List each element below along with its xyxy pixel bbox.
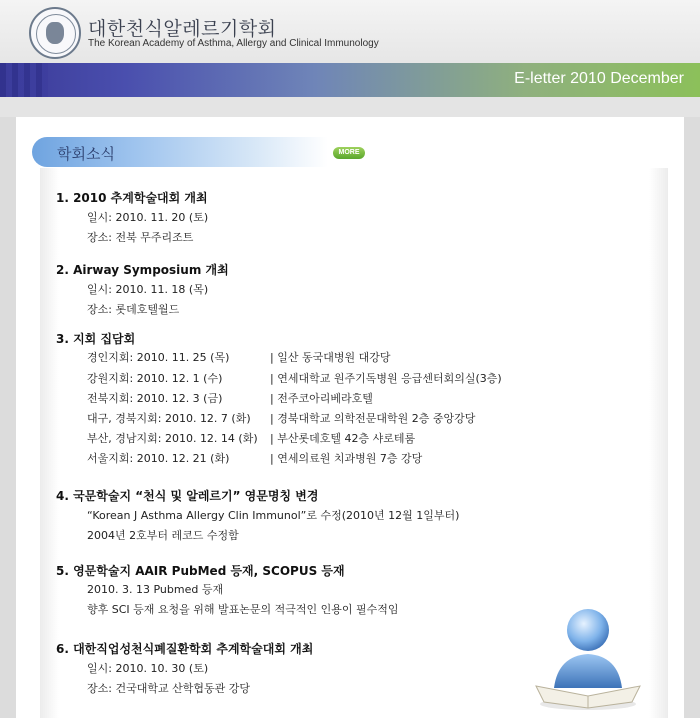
reading-character-illustration (528, 606, 648, 714)
title-band (0, 63, 700, 97)
meeting-venue: | 연세의료원 치과병원 7층 강당 (270, 452, 423, 465)
spacer (0, 97, 700, 117)
meeting-venue: | 일산 동국대병원 대강당 (270, 351, 391, 364)
meeting-date: 서울지회: 2010. 12. 21 (화) (87, 452, 230, 465)
news-item-title: 6. 대한직업성천식폐질환학회 추계학술대회 개최 (56, 642, 314, 656)
news-item-line: 2010. 3. 13 Pubmed 등재 (87, 583, 224, 596)
org-name-english: The Korean Academy of Asthma, Allergy and Clinical Immunology (88, 38, 379, 49)
news-item-line: 2004년 2호부터 레코드 수정함 (87, 529, 239, 542)
news-item-line: 일시: 2010. 11. 20 (토) (87, 211, 209, 224)
meeting-date: 전북지회: 2010. 12. 3 (금) (87, 392, 223, 405)
more-button[interactable]: MORE (333, 147, 365, 159)
meeting-venue: | 경북대학교 의학전문대학원 2층 중앙강당 (270, 412, 476, 425)
news-item-title: 1. 2010 추계학술대회 개최 (56, 191, 208, 205)
band-stripes (0, 63, 48, 97)
issue-label: E-letter 2010 December (514, 70, 684, 87)
meeting-date: 경인지회: 2010. 11. 25 (목) (87, 351, 230, 364)
header (0, 0, 700, 63)
news-item-title: 2. Airway Symposium 개최 (56, 263, 229, 277)
meeting-venue: | 전주코아리베라호텔 (270, 392, 373, 405)
news-item-line: 장소: 건국대학교 산학협동관 강당 (87, 682, 250, 695)
news-item-line: 일시: 2010. 11. 18 (목) (87, 283, 209, 296)
org-name-korean: 대한천식알레르기학회 (88, 18, 277, 40)
news-item-line: 장소: 전북 무주리조트 (87, 231, 194, 244)
meeting-venue: | 부산롯데호텔 42층 샤로테룸 (270, 432, 416, 445)
news-item-title: 4. 국문학술지 “천식 및 알레르기” 영문명칭 변경 (56, 489, 319, 503)
news-item-title: 3. 지회 집담회 (56, 332, 136, 346)
meeting-date: 강원지회: 2010. 12. 1 (수) (87, 372, 223, 385)
news-item-line: 향후 SCI 등재 요청을 위해 발표논문의 적극적인 인용이 필수적임 (87, 603, 399, 616)
section-title: 학회소식 (57, 145, 115, 163)
news-item-line: “Korean J Asthma Allergy Clin Immunol”로 수정(2010년 12월 1일부터) (87, 509, 460, 522)
meeting-date: 부산, 경남지회: 2010. 12. 14 (화) (87, 432, 258, 445)
academy-seal-logo (29, 7, 81, 59)
meeting-venue: | 연세대학교 원주기독병원 응급센터회의실(3층) (270, 372, 502, 385)
news-item-line: 장소: 롯데호텔월드 (87, 303, 180, 316)
news-item-line: 일시: 2010. 10. 30 (토) (87, 662, 209, 675)
meeting-date: 대구, 경북지회: 2010. 12. 7 (화) (87, 412, 251, 425)
news-item-title: 5. 영문학술지 AAIR PubMed 등재, SCOPUS 등재 (56, 564, 345, 578)
